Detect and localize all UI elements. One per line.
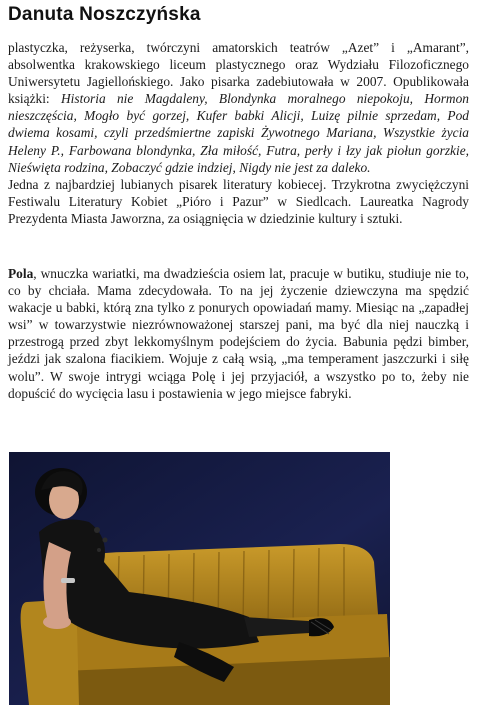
bio-awards: Jedna z najbardziej lubianych pisarek literatury kobiecej. Trzykrotna zwyciężczyni Festiwalu Literatury Kobiet „Pióro i Pazur” w Siedlcach. Laureatka Nagrody Prezydenta Miasta Jaworzna, za osiągnięcia w dziedzinie kultury i sztuki. xyxy=(8,176,469,226)
author-photo xyxy=(9,452,390,705)
bio-publications xyxy=(8,39,469,176)
book-list: Historia nie Magdaleny, Blondynka moralnego niepokoju, Hormon nieszczęścia, Mogło być gorzej, Kufer babki Alicji, Luizę pilnie sprzedam, Pod dwiema kosami, czyli przedśmiertne zapiski Żywotnego Mariana, Wszystkie życia Heleny P., Farbowana blondynka, Zła miłość, Futra, perły i łzy jak piołun gorzkie, Nieświęta rodzina, Zobaczyć gdzie indziej, Nigdy nie jest za daleko. xyxy=(8,91,469,175)
author-name: Danuta Noszczyńska xyxy=(8,4,201,25)
blurb-lead-name: Pola xyxy=(8,266,34,281)
author-bio xyxy=(8,39,469,227)
author-photo-illustration xyxy=(9,452,390,705)
book-blurb xyxy=(8,265,469,402)
blurb-text: , wnuczka wariatki, ma dwadzieścia osiem lat, pracuje w butiku, studiuje nie to, co by chciała. Mama zdecydowała. To na jej życzenie dziewczyna ma spędzić wakacje u babki, którą zna tylko z ponurych opowiadań mamy. Miesiąc na „zapadłej wsi” w towarzystwie niezrównoważonej starszej pani, ma być dla niej nauczką i przestrogą przed zbyt lekkomyślnym podejściem do życia. Babunia pędzi bimber, jeździ jak szalona fiacikiem. Wojuje z całą wsią, „ma temperament jaszczurki i siłę wolu”. W swoje intrygi wciąga Polę i jej przyjaciół, a wszystko po to, żeby nie dopuścić do wycięcia lasu i postawienia w jego miejsce fabryki. xyxy=(8,266,469,401)
bio-intro: plastyczka, reżyserka, twórczyni amatorskich teatrów „Azet” i „Amarant”, absolwentka krakowskiego liceum plastycznego oraz Wydziału Filozoficznego Uniwersytetu Jagiellońskiego. Jako pisarka zadebiutowała w 2007. Opublikowała książki: xyxy=(8,40,469,107)
